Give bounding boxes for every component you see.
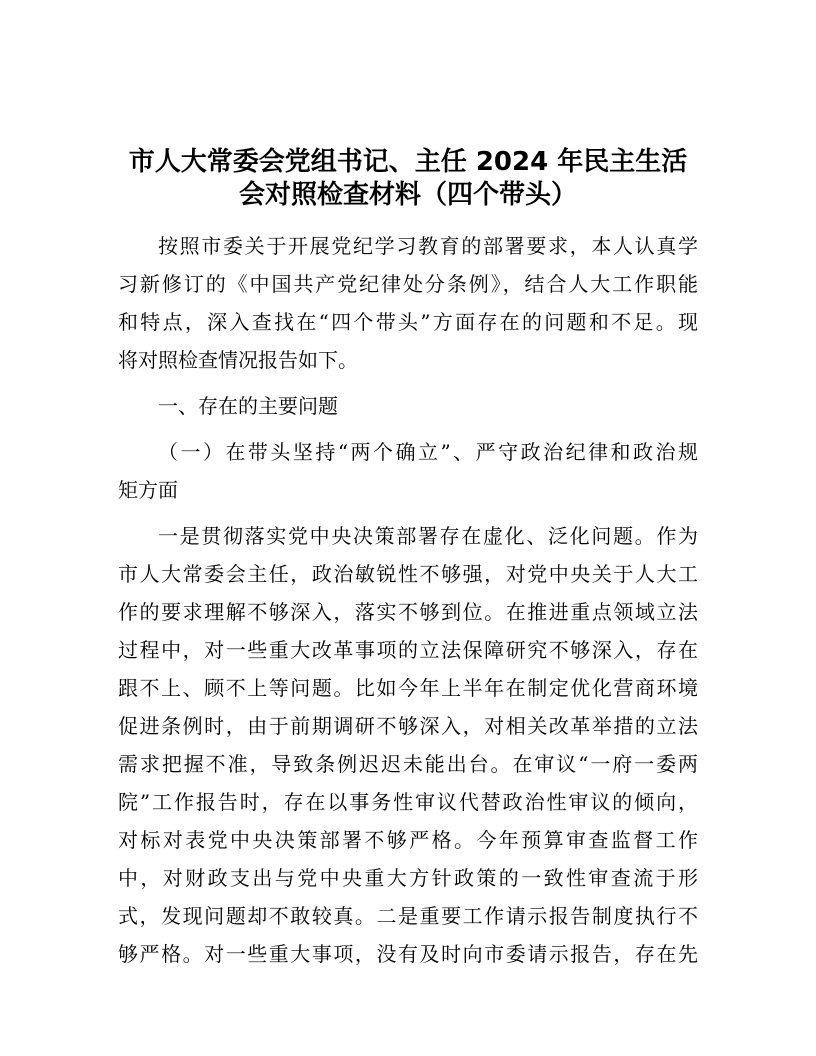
- document-title-line-1: 市人大常委会党组书记、主任 2024 年民主生活: [128, 147, 688, 177]
- body-line-6: 促进条例时，由于前期调研不够深入，对相关改革举措的立法: [118, 714, 698, 738]
- body-line-3: 作的要求理解不够深入，落实不够到位。在推进重点领域立法: [118, 600, 698, 624]
- body-line-2: 市人大常委会主任，政治敏锐性不够强，对党中央关于人大工: [118, 562, 698, 586]
- intro-line-1: 按照市委关于开展党纪学习教育的部署要求，本人认真学: [158, 234, 698, 258]
- body-line-1: 一是贯彻落实党中央决策部署存在虚化、泛化问题。作为: [158, 524, 698, 548]
- intro-line-2: 习新修订的《中国共产党纪律处分条例》，结合人大工作职能: [118, 272, 698, 296]
- body-line-10: 中，对财政支出与党中央重大方针政策的一致性审查流于形: [118, 866, 698, 890]
- body-line-7: 需求把握不准，导致条例迟迟未能出台。在审议“一府一委两: [118, 752, 698, 776]
- intro-line-3: 和特点，深入查找在“四个带头”方面存在的问题和不足。现: [118, 310, 698, 334]
- section-heading: 一、存在的主要问题: [158, 394, 338, 418]
- subsection-heading-line-2: 矩方面: [118, 478, 178, 502]
- document-title-line-2: 会对照检查材料（四个带头）: [238, 180, 577, 210]
- body-line-4: 过程中，对一些重大改革事项的立法保障研究不够深入，存在: [118, 638, 698, 662]
- body-line-9: 对标对表党中央决策部署不够严格。今年预算审查监督工作: [118, 828, 698, 852]
- body-line-8: 院”工作报告时，存在以事务性审议代替政治性审议的倾向，: [118, 790, 698, 814]
- body-line-5: 跟不上、顾不上等问题。比如今年上半年在制定优化营商环境: [118, 676, 698, 700]
- intro-line-4: 将对照检查情况报告如下。: [118, 348, 358, 372]
- body-line-12: 够严格。对一些重大事项，没有及时向市委请示报告，存在先: [118, 942, 698, 966]
- body-line-11: 式，发现问题却不敢较真。二是重要工作请示报告制度执行不: [118, 904, 698, 928]
- subsection-heading-line-1: （一）在带头坚持“两个确立”、严守政治纪律和政治规: [158, 440, 698, 464]
